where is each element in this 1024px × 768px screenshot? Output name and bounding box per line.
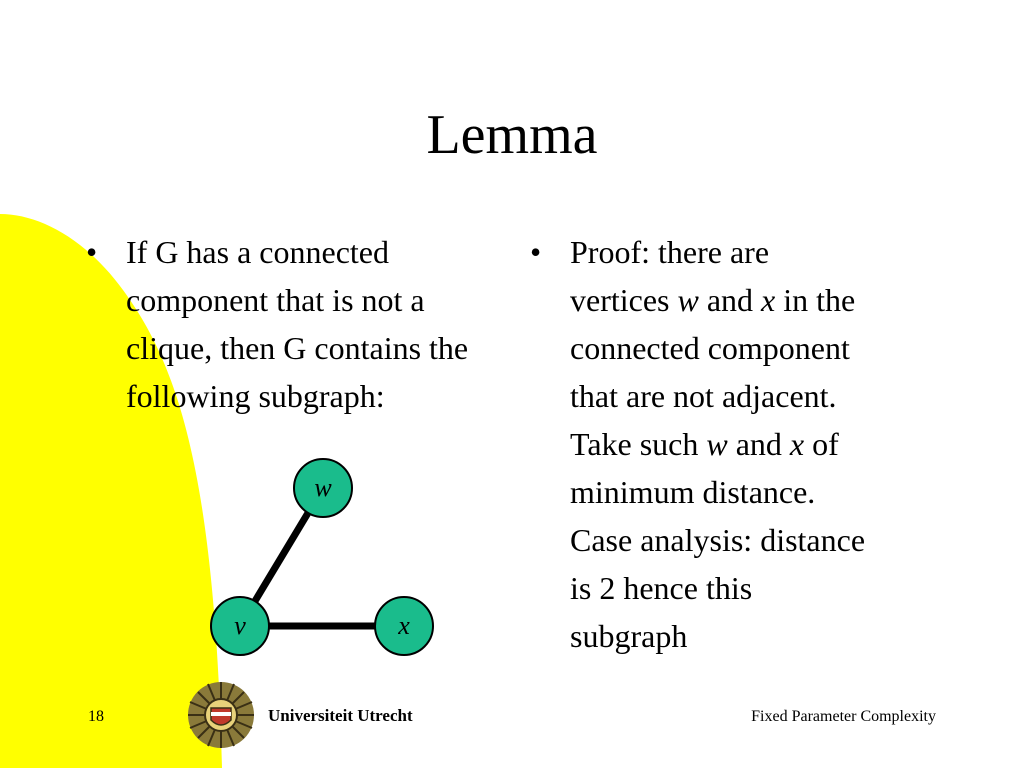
node-v-label: v <box>234 611 246 640</box>
proof-line-1: Proof: there are <box>570 234 770 270</box>
course-name: Fixed Parameter Complexity <box>751 708 936 725</box>
proof-line-3: connected component <box>570 330 850 366</box>
proof-line-4: that are not adjacent. <box>570 378 837 414</box>
node-v <box>211 597 269 655</box>
slide-title: Lemma <box>426 104 598 166</box>
node-w <box>294 459 352 517</box>
university-name: Universiteit Utrecht <box>268 706 413 725</box>
bullet-symbol: • <box>530 234 542 270</box>
node-w-label: w <box>314 473 332 502</box>
bullet-symbol: • <box>86 234 98 270</box>
node-x-label: x <box>398 611 410 640</box>
university-seal-logo <box>186 680 256 750</box>
left-bullet-text: If G has a connected component that is not a clique, then G contains the following subgraph: <box>126 234 469 414</box>
page-number: 18 <box>88 708 104 725</box>
proof-line-8: is 2 hence this <box>570 570 753 606</box>
proof-line-5: Take such w and x of <box>570 426 839 462</box>
proof-line-6: minimum distance. <box>570 474 816 510</box>
proof-line-7: Case analysis: distance <box>570 522 866 558</box>
proof-line-9: subgraph <box>570 618 688 654</box>
node-x <box>375 597 433 655</box>
proof-line-2: vertices w and x in the <box>570 282 856 318</box>
